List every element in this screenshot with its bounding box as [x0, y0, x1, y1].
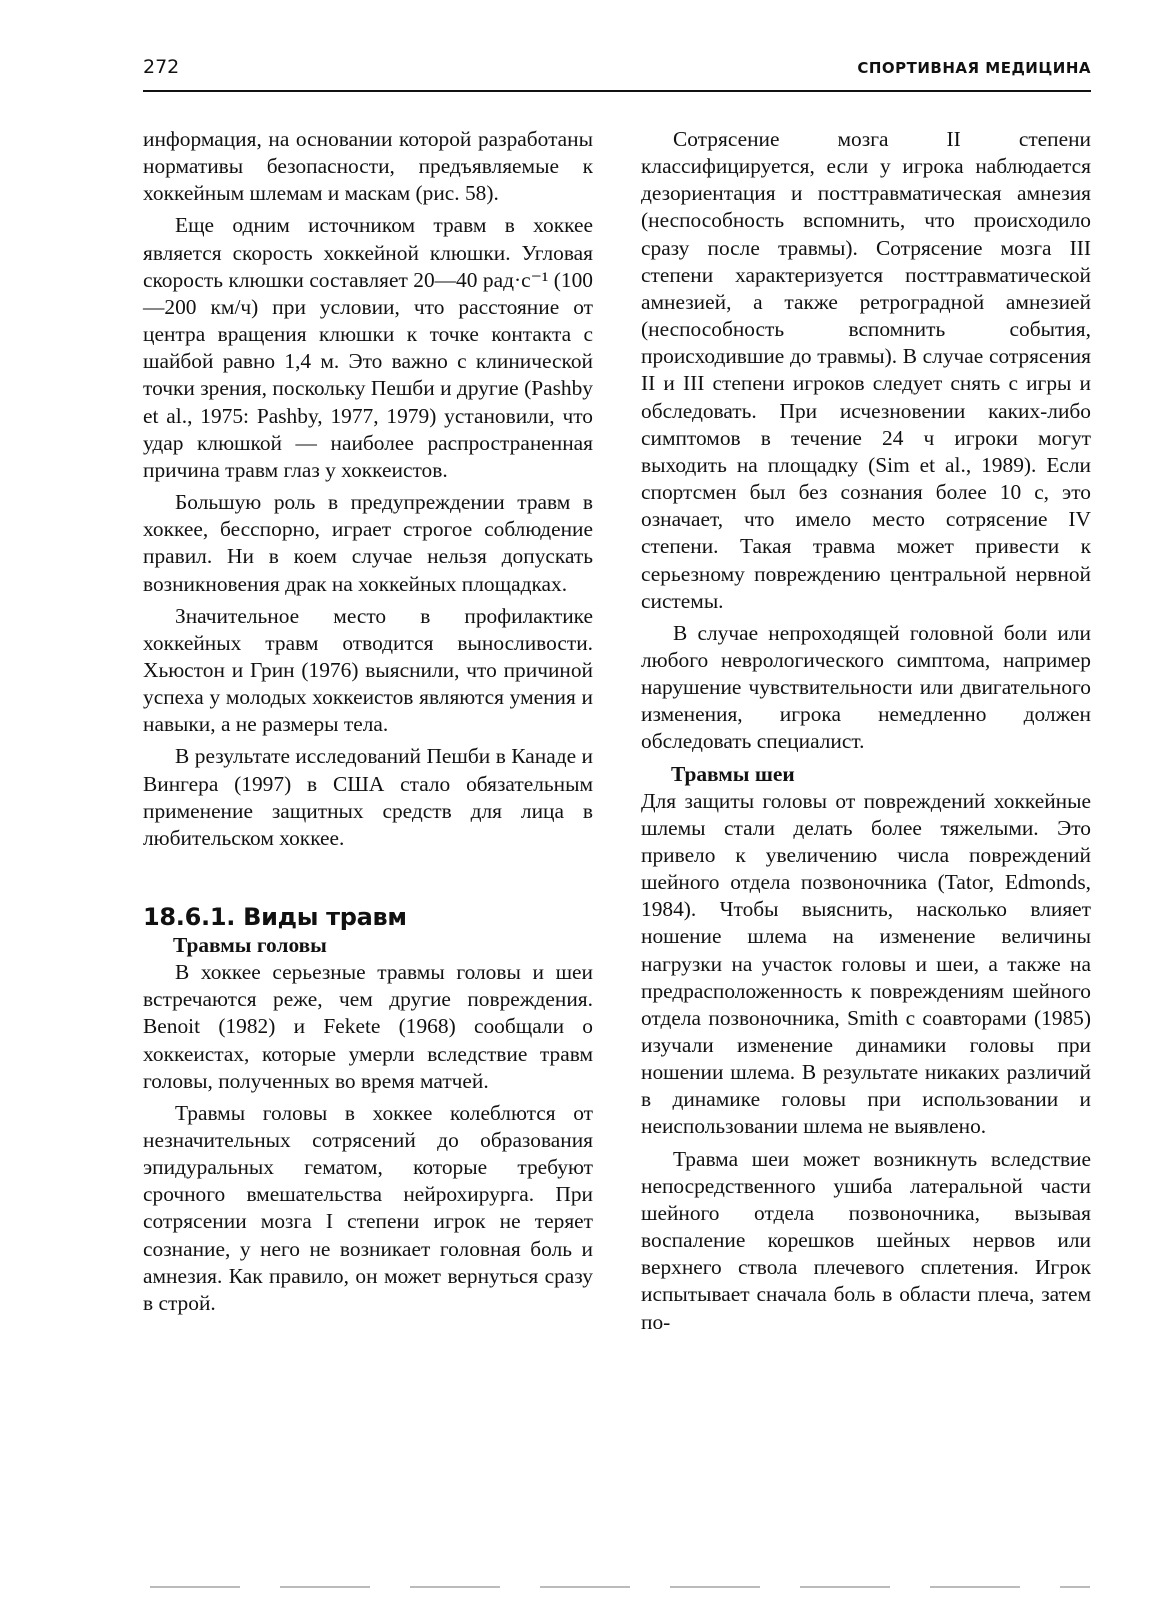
paragraph: Травма шеи может возникнуть вследствие непосредственного ушиба латеральной части шейного отдела позвоночника, вызывая воспаление корешков шейных нервов или верхнего ствола плечевого сплетения. Игрок испытывает сначала боль в области плеча, затем по- [641, 1146, 1091, 1334]
paragraph: Еще одним источником травм в хоккее является скорость хоккейной клюшки. Угловая скорость клюшки составляет 20—40 рад·с⁻¹ (100—200 км/ч) при условии, что расстояние от центра вращения клюшки к точке контакта с шайбой равно 1,4 м. Это важно с клинической точки зрения, поскольку Пешби и другие (Pashby et al., 1975: Pashby, 1977, 1979) установили, что удар клюшкой — наиболее распространенная причина травм глаз у хоккеистов. [143, 213, 593, 482]
paragraph: Сотрясение мозга II степени классифицируется, если у игрока наблюдается дезориентация и посттравматическая амнезия (неспособность вспомнить, что происходило сразу после травмы). Сотрясение мозга III степени характеризуется посттравматической амнезией, а также ретроградной амнезией (неспособность вспомнить события, происходившие до травмы). В случае сотрясения II и III степени игроков следует снять с игры и обследовать. При исчезновении каких-либо симптомов в течение 24 ч игроки могут выходить на площадку (Sim et al., 1989). Если спортсмен был без сознания более 10 с, это означает, что имело место сотрясение IV степени. Такая травма может привести к серьезному повреждению центральной нервной системы. [641, 127, 1091, 613]
paragraph: В случае непроходящей головной боли или любого неврологического симптома, например нарушение чувствительности или двигательного изменения, игрока немедленно должен обследовать специалист. [641, 620, 1091, 754]
subheading: Травмы шеи [671, 761, 795, 786]
paragraph: Травмы головы в хоккее колеблются от незначительных сотрясений до образования эпидуральных гематом, которые требуют срочного вмешательства нейрохирурга. При сотрясении мозга I степени игрок не теряет сознание, у него не возникает головная боль и амнезия. Как правило, он может вернуться сразу в строй. [143, 1100, 593, 1315]
page-header [143, 50, 1091, 92]
paragraph: информация, на основании которой разработаны нормативы безопасности, предъявляемые к хоккейным шлемам и маскам (рис. 58). [143, 127, 593, 206]
paragraph: В результате исследований Пешби в Канаде и Вингера (1997) в США стало обязательным применение защитных средств для лица в любительском хоккее. [143, 744, 593, 850]
running-head: СПОРТИВНАЯ МЕДИЦИНА [857, 59, 1091, 77]
paragraph: Для защиты головы от повреждений хоккейные шлемы стали делать более тяжелыми. Это привело к увеличению числа повреждений шейного отдела позвоночника (Tator, Edmonds, 1984). Чтобы выяснить, насколько влияет ношение шлема на изменение величины нагрузки на участок головы и шеи, а также на предрасположенность к повреждениям шейного отдела позвоночника, Smith с соавторами (1985) изучали изменение динамики головы при ношении шлема. В результате никаких различий в динамике головы при использовании и неиспользовании шлема не выявлено. [641, 788, 1091, 1139]
scan-artifact-rule [150, 1586, 1090, 1588]
left-column [143, 126, 593, 1322]
paragraph: Большую роль в предупреждении травм в хоккее, бесспорно, играет строгое соблюдение правил. Ни в коем случае нельзя допускать возникновения драк на хоккейных площадках. [143, 490, 593, 596]
section-heading: 18.6.1. Виды травм [143, 903, 407, 932]
right-column [641, 126, 1091, 1341]
page-number: 272 [143, 56, 180, 78]
paragraph: В хоккее серьезные травмы головы и шеи встречаются реже, чем другие повреждения. Benoit (1982) и Fekete (1968) сообщали о хоккеистах, которые умерли вследствие травм головы, полученных во время матчей. [143, 960, 593, 1093]
paragraph: Значительное место в профилактике хоккейных травм отводится выносливости. Хьюстон и Грин (1976) выяснили, что причиной успеха у молодых хоккеистов являются умения и навыки, а не размеры тела. [143, 603, 593, 737]
subheading: Травмы головы [173, 933, 327, 958]
